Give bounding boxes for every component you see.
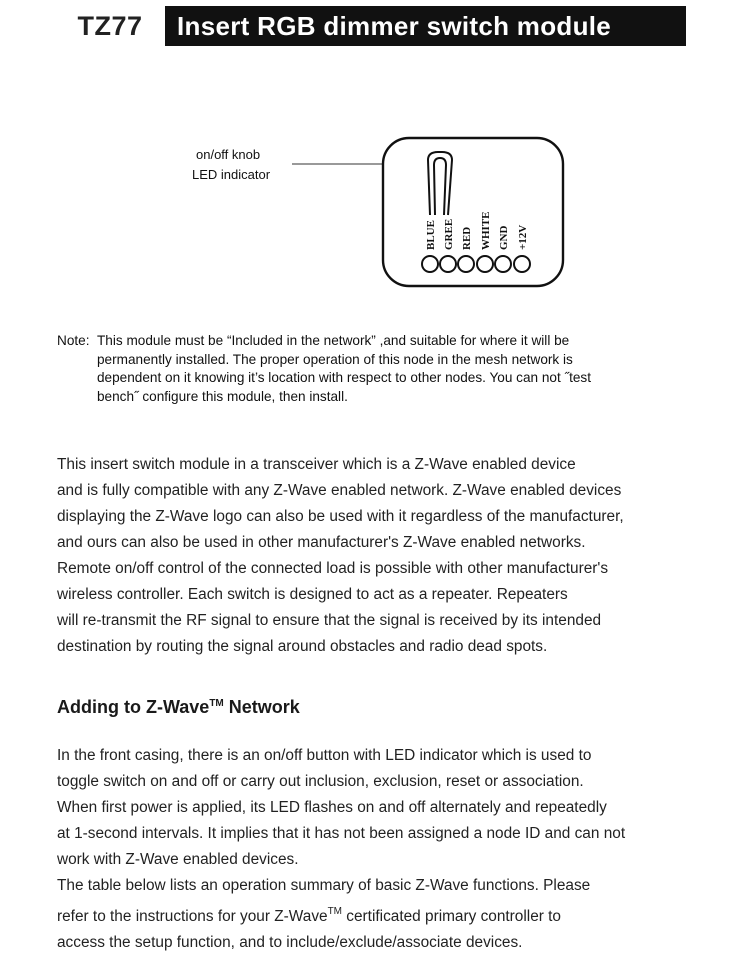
callout-led: LED indicator <box>192 167 271 182</box>
terminal-label-green: GREE <box>443 218 455 250</box>
note-line: dependent on it knowing it’s location with respect to other nodes. You can not ˝test <box>97 370 591 386</box>
section-line: When first power is applied, its LED flashes on and off alternately and repeatedly <box>57 799 607 816</box>
terminal-label-gnd: GND <box>498 225 510 250</box>
section-heading-text: Adding to Z-Wave <box>57 697 210 717</box>
module-diagram <box>0 0 737 320</box>
intro-line: and is fully compatible with any Z-Wave enabled network. Z-Wave enabled devices <box>57 482 622 499</box>
intro-line: and ours can also be used in other manufacturer's Z-Wave enabled networks. <box>57 534 586 551</box>
section-line: at 1-second intervals. It implies that it has not been assigned a node ID and can not <box>57 825 626 842</box>
terminal-label-blue: BLUE <box>425 220 437 250</box>
intro-paragraph <box>57 452 697 660</box>
section-line: work with Z-Wave enabled devices. <box>57 851 299 868</box>
note-block <box>57 332 697 407</box>
trademark-mark: TM <box>327 906 343 917</box>
note-body <box>97 332 697 407</box>
terminal-label-white: WHITE <box>480 211 492 250</box>
trademark-mark: TM <box>209 698 224 709</box>
terminal-gnd <box>495 256 511 272</box>
section-line: access the setup function, and to include/exclude/associate devices. <box>57 934 523 951</box>
section-line: The table below lists an operation summary of basic Z-Wave functions. Please <box>57 877 591 894</box>
terminal-blue <box>422 256 438 272</box>
intro-line: destination by routing the signal around obstacles and radio dead spots. <box>57 638 548 655</box>
terminal-label-12v: +12V <box>517 224 529 250</box>
section-line7-text: refer to the instructions for your Z-Wave <box>57 908 328 925</box>
section-line: toggle switch on and off or carry out inclusion, exclusion, reset or association. <box>57 773 584 790</box>
section-line7-suffix: certificated primary controller to <box>342 908 561 925</box>
terminal-white <box>477 256 493 272</box>
section-paragraph <box>57 743 697 956</box>
intro-line: Remote on/off control of the connected load is possible with other manufacturer's <box>57 560 609 577</box>
terminal-label-red: RED <box>461 226 473 250</box>
note-label: Note: <box>57 333 90 348</box>
section-heading-suffix: Network <box>223 697 300 717</box>
section-line <box>57 899 697 930</box>
callout-knob: on/off knob <box>196 147 261 162</box>
note-line: permanently installed. The proper operation of this node in the mesh network is <box>97 351 573 367</box>
intro-line: This insert switch module in a transceiver which is a Z-Wave enabled device <box>57 456 576 473</box>
section-line: In the front casing, there is an on/off button with LED indicator which is used to <box>57 747 592 764</box>
terminal-green <box>440 256 456 272</box>
terminal-red <box>458 256 474 272</box>
intro-line: will re-transmit the RF signal to ensure that the signal is received by its intended <box>57 612 602 629</box>
note-line: bench˝ configure this module, then install. <box>97 389 348 405</box>
page-title: Insert RGB dimmer switch module <box>165 6 686 46</box>
section-heading <box>57 697 300 718</box>
model-number: TZ77 <box>77 10 143 41</box>
intro-line: wireless controller. Each switch is designed to act as a repeater. Repeaters <box>57 586 568 603</box>
intro-line: displaying the Z-Wave logo can also be used with it regardless of the manufacturer, <box>57 508 624 525</box>
terminal-12v <box>514 256 530 272</box>
note-line: This module must be “Included in the network” ,and suitable for where it will be <box>97 333 570 348</box>
